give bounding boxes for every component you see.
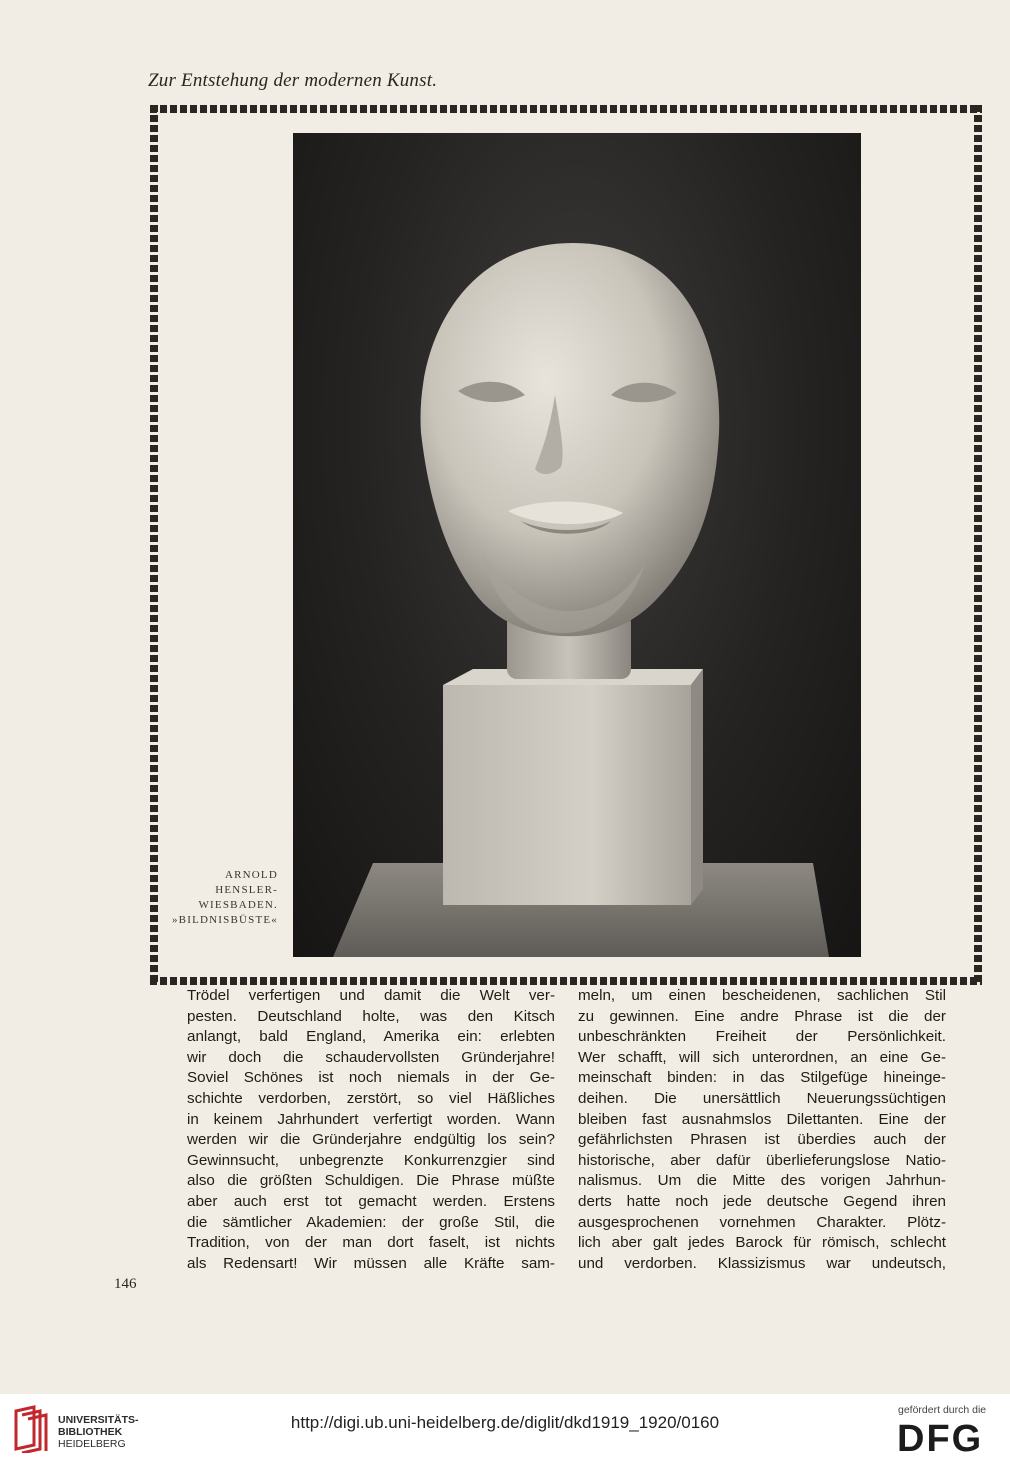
text-line: also die größten Schuldigen. Die Phrase müßte: [187, 1172, 555, 1190]
text-line: nalismus. Um die Mitte des vorigen Jahrhun-: [578, 1172, 946, 1190]
page-number: 146: [114, 1276, 137, 1292]
bust-sculpture-image: [293, 133, 861, 957]
border-bottom: [150, 977, 982, 985]
bust-photograph: [293, 133, 861, 957]
text-line: schichte verdorben, zerstört, so viel Häßliches: [187, 1089, 555, 1107]
text-line: Trödel verfertigen und damit die Welt ver-: [187, 987, 555, 1004]
text-line: werden wir die Gründerjahre endgültig los sein?: [187, 1131, 555, 1149]
text-line: anlangt, bald England, Amerika ein: erlebten: [187, 1028, 555, 1046]
text-line: meln, um einen bescheidenen, sachlichen Stil: [578, 987, 946, 1004]
text-line: Tradition, von der man dort faselt, ist nichts: [187, 1234, 555, 1252]
dfg-logo: DFG: [897, 1418, 984, 1460]
text-line: in keinem Jahrhundert verfertigt worden. Wann: [187, 1110, 555, 1128]
text-column-right: [578, 986, 946, 1274]
funded-by-label: gefördert durch die: [898, 1404, 987, 1416]
text-line: Soviel Schönes ist noch niemals in der Ge-: [187, 1069, 555, 1087]
border-left: [150, 105, 158, 985]
text-line: Wer schafft, will sich unterordnen, an eine Ge-: [578, 1048, 946, 1066]
library-name-line: HEIDELBERG: [58, 1438, 126, 1450]
photo-caption: [160, 868, 278, 928]
running-head: Zur Entstehung der modernen Kunst.: [148, 70, 438, 91]
caption-line: »BILDNISBÜSTE«: [171, 914, 278, 926]
text-line: gefährlichsten Phrasen ist überdies auch der: [578, 1131, 946, 1149]
text-line: zu gewinnen. Eine andre Phrase ist die der: [578, 1007, 946, 1025]
library-name-line: BIBLIOTHEK: [58, 1426, 123, 1438]
border-top: [150, 105, 982, 113]
caption-line: HENSLER-: [215, 884, 278, 896]
text-line: meinschaft binden: in das Stilgefüge hineinge-: [578, 1069, 946, 1087]
text-line: aber auch erst tot gemacht werden. Erstens: [187, 1192, 555, 1210]
caption-line: WIESBADEN.: [198, 899, 278, 911]
text-line: unbeschränkten Freiheit der Persönlichkeit.: [578, 1028, 946, 1046]
text-line: die sämtlicher Akademien: der große Stil, die: [187, 1213, 555, 1231]
text-line: ausgesprochenen vornehmen Charakter. Plötz-: [578, 1213, 946, 1231]
text-line: Gewinnsucht, unbegrenzte Konkurrenzgier sind: [187, 1151, 555, 1169]
text-line: derts hatte noch jede deutsche Gegend ihren: [578, 1192, 946, 1210]
library-name-line: UNIVERSITÄTS-: [58, 1414, 139, 1426]
text-line: pesten. Deutschland holte, was den Kitsch: [187, 1007, 555, 1025]
text-line: deihen. Die unersättlich Neuerungssüchtigen: [578, 1089, 946, 1107]
caption-line: ARNOLD: [224, 869, 278, 881]
text-line: bleiben fast ausnahmslos Dilettanten. Eine der: [578, 1110, 946, 1128]
text-line: als Redensart! Wir müssen alle Kräfte sam-: [187, 1254, 555, 1272]
border-right: [974, 105, 982, 985]
text-column-left: [187, 986, 555, 1274]
text-line: wir doch die schaudervollsten Gründerjahre!: [187, 1048, 555, 1066]
permalink-url[interactable]: http://digi.ub.uni-heidelberg.de/diglit/dkd1919_1920/0160: [290, 1413, 720, 1432]
text-line: historische, aber dafür überlieferungslose Natio-: [578, 1151, 946, 1169]
text-line: lich aber galt jedes Barock für römisch, schlecht: [578, 1234, 946, 1252]
text-line: und verdorben. Klassizismus war undeutsch,: [578, 1254, 946, 1272]
